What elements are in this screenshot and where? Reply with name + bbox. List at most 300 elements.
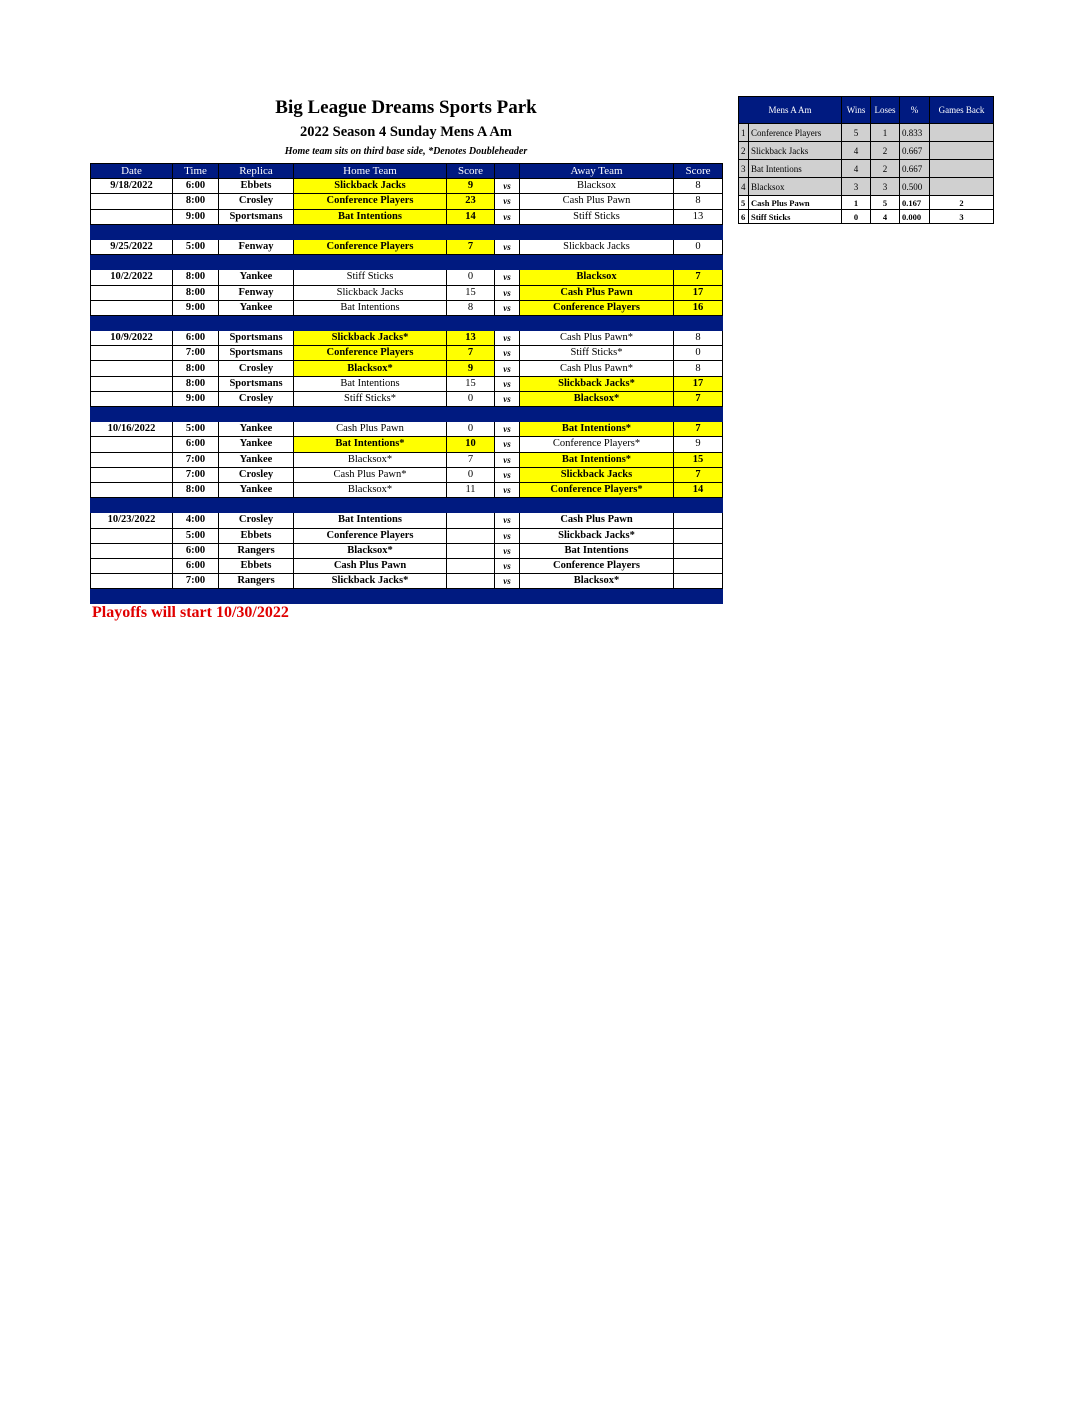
game-field: Rangers: [219, 543, 294, 558]
separator-cell: [219, 224, 294, 239]
away-team: Blacksox*: [520, 391, 674, 406]
vs-label: vs: [495, 376, 520, 391]
away-team: Cash Plus Pawn: [520, 285, 674, 300]
separator-cell: [447, 498, 495, 513]
away-team: Cash Plus Pawn*: [520, 361, 674, 376]
schedule-row: [91, 513, 723, 528]
standings-row: [739, 124, 994, 142]
away-team: Conference Players: [520, 300, 674, 315]
standing-games-back: [930, 142, 994, 160]
vs-label: vs: [495, 467, 520, 482]
game-time: 8:00: [173, 376, 219, 391]
standings-row: [739, 142, 994, 160]
away-score: 8: [674, 179, 723, 194]
home-team: Bat Intentions: [294, 513, 447, 528]
separator-cell: [447, 589, 495, 604]
col-replica: Replica: [219, 164, 294, 179]
home-score: 15: [447, 285, 495, 300]
game-date: [91, 437, 173, 452]
schedule-row: [91, 482, 723, 497]
separator-cell: [447, 224, 495, 239]
game-time: 9:00: [173, 209, 219, 224]
schedule-row: [91, 528, 723, 543]
game-field: Yankee: [219, 452, 294, 467]
standings-row: [739, 196, 994, 210]
separator-cell: [91, 407, 173, 422]
standing-games-back: 2: [930, 196, 994, 210]
separator-cell: [91, 224, 173, 239]
standing-wins: 1: [842, 196, 871, 210]
schedule-row: [91, 437, 723, 452]
separator-cell: [447, 255, 495, 270]
vs-label: vs: [495, 194, 520, 209]
game-time: 5:00: [173, 528, 219, 543]
game-field: Yankee: [219, 422, 294, 437]
standings-col-loses: Loses: [871, 97, 900, 124]
away-score: 7: [674, 422, 723, 437]
home-score: 0: [447, 270, 495, 285]
away-score: 13: [674, 209, 723, 224]
game-date: [91, 452, 173, 467]
game-date: [91, 467, 173, 482]
away-team: Conference Players*: [520, 437, 674, 452]
separator-cell: [520, 315, 674, 330]
home-score: [447, 558, 495, 573]
game-time: 7:00: [173, 467, 219, 482]
vs-label: vs: [495, 346, 520, 361]
schedule-row: [91, 467, 723, 482]
schedule-row: [91, 422, 723, 437]
schedule-separator-row: [91, 498, 723, 513]
away-score: [674, 543, 723, 558]
game-time: 7:00: [173, 346, 219, 361]
away-score: 8: [674, 331, 723, 346]
vs-label: vs: [495, 391, 520, 406]
game-field: Ebbets: [219, 558, 294, 573]
game-time: 9:00: [173, 391, 219, 406]
home-score: 11: [447, 482, 495, 497]
away-score: 17: [674, 285, 723, 300]
schedule-row: [91, 285, 723, 300]
standing-rank: 3: [739, 160, 749, 178]
home-team: Slickback Jacks*: [294, 331, 447, 346]
col-time: Time: [173, 164, 219, 179]
playoffs-notice: Playoffs will start 10/30/2022: [92, 604, 289, 621]
schedule-separator-row: [91, 315, 723, 330]
page-title: Big League Dreams Sports Park: [275, 97, 537, 118]
vs-label: vs: [495, 437, 520, 452]
away-score: 9: [674, 437, 723, 452]
game-date: [91, 209, 173, 224]
schedule-body: [91, 179, 723, 604]
away-team: Stiff Sticks*: [520, 346, 674, 361]
home-team: Conference Players: [294, 194, 447, 209]
page-subtitle: 2022 Season 4 Sunday Mens A Am: [300, 124, 512, 140]
home-score: 23: [447, 194, 495, 209]
schedule-row: [91, 300, 723, 315]
vs-label: vs: [495, 528, 520, 543]
home-team: Stiff Sticks*: [294, 391, 447, 406]
home-score: 13: [447, 331, 495, 346]
away-score: [674, 528, 723, 543]
col-away-team: Away Team: [520, 164, 674, 179]
game-date: [91, 543, 173, 558]
home-team: Bat Intentions: [294, 209, 447, 224]
game-field: Sportsmans: [219, 376, 294, 391]
separator-cell: [173, 407, 219, 422]
standing-loses: 2: [871, 160, 900, 178]
col-home-team: Home Team: [294, 164, 447, 179]
away-team: Conference Players*: [520, 482, 674, 497]
home-team: Blacksox*: [294, 452, 447, 467]
game-date: 10/9/2022: [91, 331, 173, 346]
away-score: 14: [674, 482, 723, 497]
vs-label: vs: [495, 179, 520, 194]
vs-label: vs: [495, 558, 520, 573]
separator-cell: [674, 224, 723, 239]
standings-col-division: Mens A Am: [739, 97, 842, 124]
schedule-row: [91, 391, 723, 406]
away-team: Slickback Jacks*: [520, 528, 674, 543]
game-field: Crosley: [219, 361, 294, 376]
standing-team: Bat Intentions: [749, 160, 842, 178]
schedule-row: [91, 179, 723, 194]
standings-table: [738, 96, 994, 224]
home-team: Cash Plus Pawn: [294, 558, 447, 573]
standing-games-back: 3: [930, 210, 994, 224]
home-team: Blacksox*: [294, 361, 447, 376]
away-score: 16: [674, 300, 723, 315]
game-date: 10/2/2022: [91, 270, 173, 285]
col-away-score: Score: [674, 164, 723, 179]
away-team: Cash Plus Pawn: [520, 513, 674, 528]
standing-rank: 5: [739, 196, 749, 210]
separator-cell: [674, 498, 723, 513]
home-team: Stiff Sticks: [294, 270, 447, 285]
schedule-row: [91, 239, 723, 254]
separator-cell: [219, 255, 294, 270]
separator-cell: [674, 255, 723, 270]
game-field: Fenway: [219, 239, 294, 254]
standing-team: Conference Players: [749, 124, 842, 142]
standing-loses: 2: [871, 142, 900, 160]
home-score: 9: [447, 361, 495, 376]
home-team: Blacksox*: [294, 543, 447, 558]
standing-team: Slickback Jacks: [749, 142, 842, 160]
game-date: [91, 574, 173, 589]
game-field: Sportsmans: [219, 346, 294, 361]
schedule-row: [91, 346, 723, 361]
separator-cell: [447, 315, 495, 330]
separator-cell: [91, 589, 173, 604]
game-field: Rangers: [219, 574, 294, 589]
game-date: [91, 194, 173, 209]
game-time: 6:00: [173, 543, 219, 558]
home-score: 0: [447, 422, 495, 437]
standings-body: [739, 124, 994, 224]
game-date: [91, 528, 173, 543]
standings-row: [739, 178, 994, 196]
game-date: 10/23/2022: [91, 513, 173, 528]
away-team: Bat Intentions: [520, 543, 674, 558]
game-field: Crosley: [219, 391, 294, 406]
home-score: [447, 513, 495, 528]
away-team: Slickback Jacks*: [520, 376, 674, 391]
col-date: Date: [91, 164, 173, 179]
game-time: 8:00: [173, 194, 219, 209]
home-team: Bat Intentions: [294, 300, 447, 315]
standings-row: [739, 160, 994, 178]
game-date: [91, 482, 173, 497]
away-score: [674, 513, 723, 528]
vs-label: vs: [495, 452, 520, 467]
game-time: 8:00: [173, 361, 219, 376]
standing-wins: 3: [842, 178, 871, 196]
home-team: Slickback Jacks*: [294, 574, 447, 589]
standing-loses: 3: [871, 178, 900, 196]
home-score: 9: [447, 179, 495, 194]
separator-cell: [294, 498, 447, 513]
standing-pct: 0.833: [900, 124, 930, 142]
home-score: 10: [447, 437, 495, 452]
separator-cell: [495, 315, 520, 330]
home-score: 15: [447, 376, 495, 391]
away-team: Cash Plus Pawn*: [520, 331, 674, 346]
game-field: Ebbets: [219, 528, 294, 543]
home-team: Bat Intentions: [294, 376, 447, 391]
separator-cell: [294, 255, 447, 270]
standing-pct: 0.667: [900, 160, 930, 178]
separator-cell: [520, 407, 674, 422]
home-team: Cash Plus Pawn*: [294, 467, 447, 482]
separator-cell: [294, 224, 447, 239]
away-score: 15: [674, 452, 723, 467]
separator-cell: [495, 589, 520, 604]
away-team: Stiff Sticks: [520, 209, 674, 224]
away-score: 0: [674, 346, 723, 361]
standing-wins: 5: [842, 124, 871, 142]
home-team: Bat Intentions*: [294, 437, 447, 452]
vs-label: vs: [495, 239, 520, 254]
standing-loses: 5: [871, 196, 900, 210]
standing-team: Stiff Sticks: [749, 210, 842, 224]
standing-games-back: [930, 160, 994, 178]
separator-cell: [674, 407, 723, 422]
standing-pct: 0.000: [900, 210, 930, 224]
standing-team: Blacksox: [749, 178, 842, 196]
standings-col-pct: %: [900, 97, 930, 124]
away-score: 8: [674, 194, 723, 209]
away-team: Slickback Jacks: [520, 467, 674, 482]
game-field: Yankee: [219, 300, 294, 315]
schedule-row: [91, 558, 723, 573]
standing-pct: 0.500: [900, 178, 930, 196]
away-team: Blacksox: [520, 270, 674, 285]
standings-col-wins: Wins: [842, 97, 871, 124]
away-score: 0: [674, 239, 723, 254]
separator-cell: [173, 315, 219, 330]
game-field: Crosley: [219, 194, 294, 209]
standing-rank: 4: [739, 178, 749, 196]
separator-cell: [674, 315, 723, 330]
vs-label: vs: [495, 543, 520, 558]
game-time: 6:00: [173, 179, 219, 194]
game-date: [91, 285, 173, 300]
col-home-score: Score: [447, 164, 495, 179]
separator-cell: [674, 589, 723, 604]
game-time: 6:00: [173, 558, 219, 573]
home-score: 0: [447, 467, 495, 482]
game-time: 8:00: [173, 482, 219, 497]
schedule-note: Home team sits on third base side, *Denotes Doubleheader: [284, 146, 528, 157]
home-team: Blacksox*: [294, 482, 447, 497]
schedule-table: [90, 163, 723, 604]
separator-cell: [520, 224, 674, 239]
schedule-row: [91, 376, 723, 391]
vs-label: vs: [495, 300, 520, 315]
away-score: [674, 574, 723, 589]
home-score: [447, 543, 495, 558]
separator-cell: [173, 255, 219, 270]
schedule-separator-row: [91, 255, 723, 270]
vs-label: vs: [495, 209, 520, 224]
standing-pct: 0.667: [900, 142, 930, 160]
standing-rank: 6: [739, 210, 749, 224]
vs-label: vs: [495, 482, 520, 497]
game-field: Crosley: [219, 467, 294, 482]
standing-wins: 0: [842, 210, 871, 224]
separator-cell: [520, 589, 674, 604]
vs-label: vs: [495, 285, 520, 300]
separator-cell: [495, 498, 520, 513]
game-date: [91, 391, 173, 406]
away-team: Conference Players: [520, 558, 674, 573]
game-date: 10/16/2022: [91, 422, 173, 437]
separator-cell: [91, 498, 173, 513]
away-team: Bat Intentions*: [520, 422, 674, 437]
standing-wins: 4: [842, 142, 871, 160]
separator-cell: [495, 224, 520, 239]
separator-cell: [219, 407, 294, 422]
vs-label: vs: [495, 574, 520, 589]
schedule-separator-row: [91, 407, 723, 422]
home-team: Cash Plus Pawn: [294, 422, 447, 437]
home-score: 7: [447, 346, 495, 361]
game-time: 6:00: [173, 331, 219, 346]
game-time: 5:00: [173, 239, 219, 254]
separator-cell: [173, 224, 219, 239]
schedule-row: [91, 194, 723, 209]
game-time: 8:00: [173, 270, 219, 285]
standing-rank: 1: [739, 124, 749, 142]
away-team: Blacksox: [520, 179, 674, 194]
game-time: 4:00: [173, 513, 219, 528]
home-score: 8: [447, 300, 495, 315]
schedule-separator-row: [91, 224, 723, 239]
standing-games-back: [930, 178, 994, 196]
game-field: Sportsmans: [219, 331, 294, 346]
away-score: 7: [674, 270, 723, 285]
separator-cell: [495, 255, 520, 270]
home-team: Slickback Jacks: [294, 285, 447, 300]
schedule-row: [91, 452, 723, 467]
game-field: Yankee: [219, 270, 294, 285]
separator-cell: [219, 498, 294, 513]
separator-cell: [447, 407, 495, 422]
away-score: [674, 558, 723, 573]
vs-label: vs: [495, 361, 520, 376]
away-score: 8: [674, 361, 723, 376]
game-date: [91, 558, 173, 573]
game-date: [91, 346, 173, 361]
schedule-row: [91, 209, 723, 224]
home-score: [447, 528, 495, 543]
separator-cell: [91, 255, 173, 270]
away-team: Blacksox*: [520, 574, 674, 589]
standings-header-row: [739, 97, 994, 124]
standings-col-games-back: Games Back: [930, 97, 994, 124]
standings-row: [739, 210, 994, 224]
schedule-row: [91, 270, 723, 285]
separator-cell: [520, 498, 674, 513]
schedule-row: [91, 543, 723, 558]
game-field: Yankee: [219, 437, 294, 452]
away-score: 7: [674, 467, 723, 482]
standing-team: Cash Plus Pawn: [749, 196, 842, 210]
standing-loses: 4: [871, 210, 900, 224]
separator-cell: [173, 498, 219, 513]
away-team: Slickback Jacks: [520, 239, 674, 254]
game-date: [91, 300, 173, 315]
schedule-header-row: [91, 164, 723, 179]
game-time: 9:00: [173, 300, 219, 315]
game-date: 9/25/2022: [91, 239, 173, 254]
standing-games-back: [930, 124, 994, 142]
standing-rank: 2: [739, 142, 749, 160]
standing-wins: 4: [842, 160, 871, 178]
home-team: Conference Players: [294, 346, 447, 361]
away-team: Bat Intentions*: [520, 452, 674, 467]
separator-cell: [520, 255, 674, 270]
home-score: [447, 574, 495, 589]
home-team: Slickback Jacks: [294, 179, 447, 194]
away-score: 17: [674, 376, 723, 391]
schedule-row: [91, 574, 723, 589]
home-score: 0: [447, 391, 495, 406]
home-score: 14: [447, 209, 495, 224]
game-time: 7:00: [173, 452, 219, 467]
game-field: Fenway: [219, 285, 294, 300]
home-score: 7: [447, 239, 495, 254]
game-time: 6:00: [173, 437, 219, 452]
schedule-row: [91, 361, 723, 376]
separator-cell: [294, 407, 447, 422]
game-date: 9/18/2022: [91, 179, 173, 194]
standing-pct: 0.167: [900, 196, 930, 210]
home-team: Conference Players: [294, 239, 447, 254]
game-date: [91, 361, 173, 376]
col-vs: [495, 164, 520, 179]
schedule-separator-row: [91, 589, 723, 604]
separator-cell: [294, 315, 447, 330]
schedule-row: [91, 331, 723, 346]
vs-label: vs: [495, 270, 520, 285]
game-date: [91, 376, 173, 391]
game-time: 8:00: [173, 285, 219, 300]
standing-loses: 1: [871, 124, 900, 142]
game-field: Ebbets: [219, 179, 294, 194]
game-field: Crosley: [219, 513, 294, 528]
